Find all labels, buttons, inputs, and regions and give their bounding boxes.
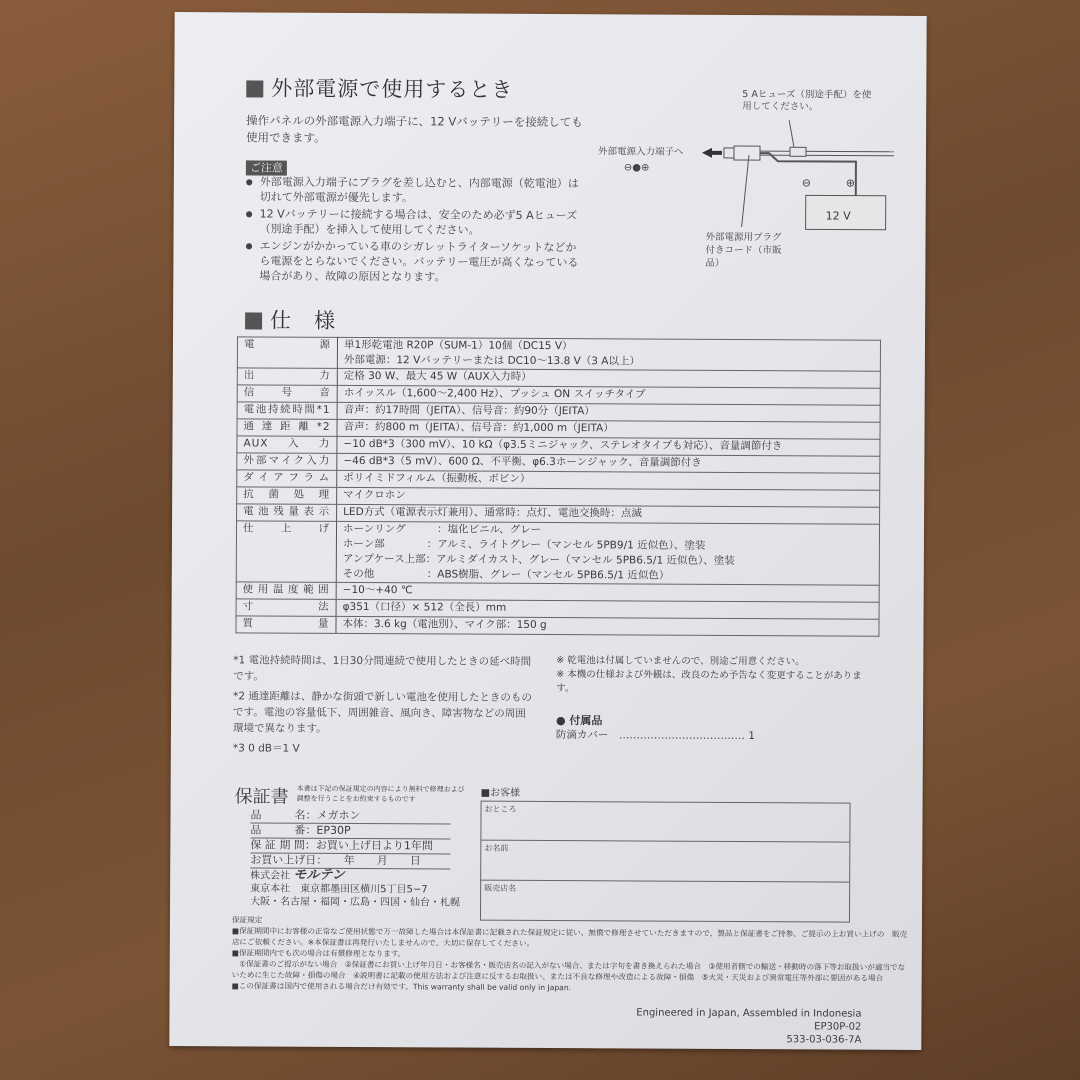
rules-title: 保証規定: [231, 915, 263, 925]
spec-label: 外部マイク入力: [237, 453, 337, 471]
spec-label: 抗菌処理: [237, 487, 337, 505]
title-text: 外部電源で使用するとき: [271, 76, 514, 102]
warranty-period: 保 証 期 間：お買い上げ日より1年間: [250, 838, 450, 854]
spec-value: 定格 30 W、最大 45 W（AUX入力時）: [337, 368, 880, 388]
rule: ■保証期間内でも次の場合は有償修理となります。: [231, 948, 406, 959]
spec-value: 本体：3.6 kg（電池別）、マイク部：150 g: [336, 616, 879, 636]
warranty-title: 保証書: [234, 786, 289, 808]
warranty-lines: [250, 808, 450, 869]
spec-row: [236, 521, 879, 585]
document-code: 533-03-036-7A: [786, 1034, 862, 1046]
product-number: 品 番：EP30P: [250, 823, 450, 839]
spec-value: −10〜+40 ℃: [336, 582, 879, 602]
rule: ■この保証書は国内で使用される場合だけ有効です。This warranty shall be valid only in Japan.: [231, 981, 572, 993]
spec-label: 信号音: [237, 385, 337, 403]
spec-value: 音声：約17時間（JEITA）、信号音：約90分（JEITA）: [337, 402, 880, 422]
remark: ※ 乾電池は付属していませんので、別途ご用意ください。: [556, 655, 805, 668]
wiring-diagram: [593, 84, 894, 286]
spec-value: −46 dB*3（5 mV）、600 Ω、不平衡、φ6.3ホーンジャック、音量調節付き: [337, 453, 880, 473]
spec-value: ホイッスル（1,600〜2,400 Hz）、プッシュ ON スイッチタイプ: [337, 385, 880, 405]
accessory-item: 防滴カバー ……………………………… 1: [555, 729, 755, 743]
spec-label: 出力: [237, 368, 337, 386]
rule: ①保証書のご提示がない場合 ②保証書にお買い上げ年月日・お客様名・販売店名の記入がない場合、または字句を書き換えられた場合 ③使用者側での輸送・移動時の落下等お取扱いが適当でないために生じた故障・損傷の場合 ④説明書に記載の使用方法および注意に反するお取扱い、または不良な修理や改造による故障・損傷 ⑤火災・天災および異常電圧等外部に要因がある場合: [231, 959, 906, 983]
square-bullet-icon: [246, 80, 263, 97]
company-info: [250, 868, 460, 909]
spec-label: 電池持続時間*1: [237, 402, 337, 420]
spec-label: ダイアフラム: [237, 470, 337, 488]
square-bullet-icon: [245, 312, 262, 329]
spec-value: LED方式（電源表示灯兼用）、通常時：点灯、電池交換時：点滅: [337, 504, 880, 524]
spec-label: 仕上げ: [236, 521, 336, 583]
spec-value: ポリイミドフィルム（振動板、ボビン）: [337, 470, 880, 490]
address-field[interactable]: [480, 801, 850, 843]
caution-item: ● エンジンがかかっている車のシガレットライターソケットなどから電源をとらないでください。バッテリー電圧が高くなっている場合があり、故障の原因となります。: [245, 238, 585, 285]
spec-label: 電池残量表示: [237, 504, 337, 522]
field-label: 販売店名: [484, 883, 517, 893]
warranty-rules: [232, 914, 912, 995]
model-code: EP30P-02: [814, 1021, 862, 1033]
spec-label: 通達距離*2: [237, 419, 337, 437]
instruction-sheet: [169, 12, 926, 1050]
spec-value: −10 dB*3（300 mV）、10 kΩ（φ3.5ミニジャック、ステレオタイプも対応）、音量調節付き: [337, 436, 880, 456]
spec-value: 単1形乾電池 R20P（SUM-1）10個（DC15 V） 外部電源：12 Vバッテリーまたは DC10〜13.8 V（3 A以上）: [337, 337, 880, 371]
spec-label: 電源: [237, 337, 337, 369]
section-title-external-power: [246, 72, 513, 103]
footnote-3: *3 0 dB＝1 V: [232, 742, 300, 755]
terminal-label: 外部電源入力端子へ: [597, 146, 684, 158]
spec-label: 質量: [236, 616, 336, 634]
footnote-2: *2 通達距離は、静かな街頭で新しい電池を使用したときのものです。電池の容量低下、周囲雑音、風向き、障害物などの周囲環境で異なります。: [232, 690, 532, 735]
remarks: [556, 654, 876, 744]
spec-value: ホーンリング ：塩化ビニル、グレー ホーン部 ：アルミ、ライトグレー（マンセル 5PB9/1 近似色）、塗装 アンプケース上部：アルミダイカスト、グレー（マンセル 5PB6.5/1 近似色）、塗装 その他 ：ABS樹脂、グレー（マンセル 5PB6.5/1 近似色）: [336, 521, 879, 585]
section-title-specs: [245, 304, 336, 334]
caution-list: [245, 174, 586, 287]
caution-item: ● 12 Vバッテリーに接続する場合は、安全のため必ず5 Aヒューズ（別途手配）を挿入して使用してください。: [246, 206, 586, 238]
spec-row: [236, 616, 879, 636]
footer: [636, 1006, 861, 1046]
company-prefix: 株式会社: [250, 870, 291, 882]
spec-label: 寸法: [236, 599, 336, 617]
accessories-title: ● 付属品: [555, 714, 603, 728]
field-label: おところ: [484, 804, 517, 814]
rule: ■保証期間中にお客様の正常なご使用状態で万一故障した場合は本保証書に記載された保証規定に従い、無償で修理させていただきますので、製品と保証書をご持参、ご提示の上お買い上げの 販売店にご依頼ください。※本保証書は再発行いたしませんので、大切に保存してください。: [231, 926, 908, 948]
spec-value: φ351（口径）× 512（全長）mm: [336, 599, 879, 619]
footnotes: [233, 652, 534, 758]
customer-label: ■お客様: [480, 787, 521, 799]
minus-symbol: ⊖: [801, 176, 812, 190]
cord-label: 外部電源用プラグ付きコード（市販品）: [705, 231, 782, 269]
spec-label: 使用温度範囲: [236, 582, 336, 600]
polarity-symbol: ⊖●⊕: [623, 162, 650, 174]
spec-row: [237, 337, 880, 371]
caution-item: ● 外部電源入力端子にプラグを差し込むと、内部電源（乾電池）は切れて外部電源が優先します。: [246, 174, 586, 206]
plus-symbol: ⊕: [845, 176, 856, 190]
spec-value: 音声：約800 m（JEITA）、信号音：約1,000 m（JEITA）: [337, 419, 880, 439]
spec-label: AUX入力: [237, 436, 337, 454]
customer-form: [480, 784, 851, 923]
purchase-date: お買い上げ日： 年 月 日: [250, 853, 450, 869]
caution-label: ご注意: [246, 160, 287, 175]
product-name: 品 名：メガホン: [250, 808, 450, 824]
fuse-note: 5 Aヒューズ（別途手配）を使用してください。: [742, 89, 872, 113]
spec-value: マイクロホン: [337, 487, 880, 507]
title-text: 仕 様: [270, 308, 337, 333]
warranty-header: [235, 782, 289, 808]
arrow-icon: [702, 148, 712, 158]
origin-text: Engineered in Japan, Assembled in Indonesia: [636, 1007, 862, 1020]
footnote-1: *1 電池持続時間は、1日30分間連続で使用したときの延べ時間です。: [233, 654, 532, 683]
battery-label: 12 V: [825, 209, 851, 223]
remark: ※ 本機の仕様および外観は、改良のため予告なく変更することがあります。: [556, 669, 862, 695]
company-logo: モルテン: [293, 867, 345, 883]
address-line: 東京本社 東京都墨田区横川5丁目5−7: [250, 883, 428, 896]
name-field[interactable]: [480, 841, 850, 883]
address-line: 大阪・名古屋・福岡・広島・四国・仙台・札幌: [250, 896, 461, 909]
intro-text: 操作パネルの外部電源入力端子に、12 Vバッテリーを接続しても使用できます。: [246, 113, 583, 145]
field-label: お名前: [484, 843, 509, 853]
warranty-subtitle: 本書は下記の保証規定の内容により無料で修理および調整を行うことをお約束するものです: [296, 784, 465, 804]
spec-table: [235, 336, 881, 636]
